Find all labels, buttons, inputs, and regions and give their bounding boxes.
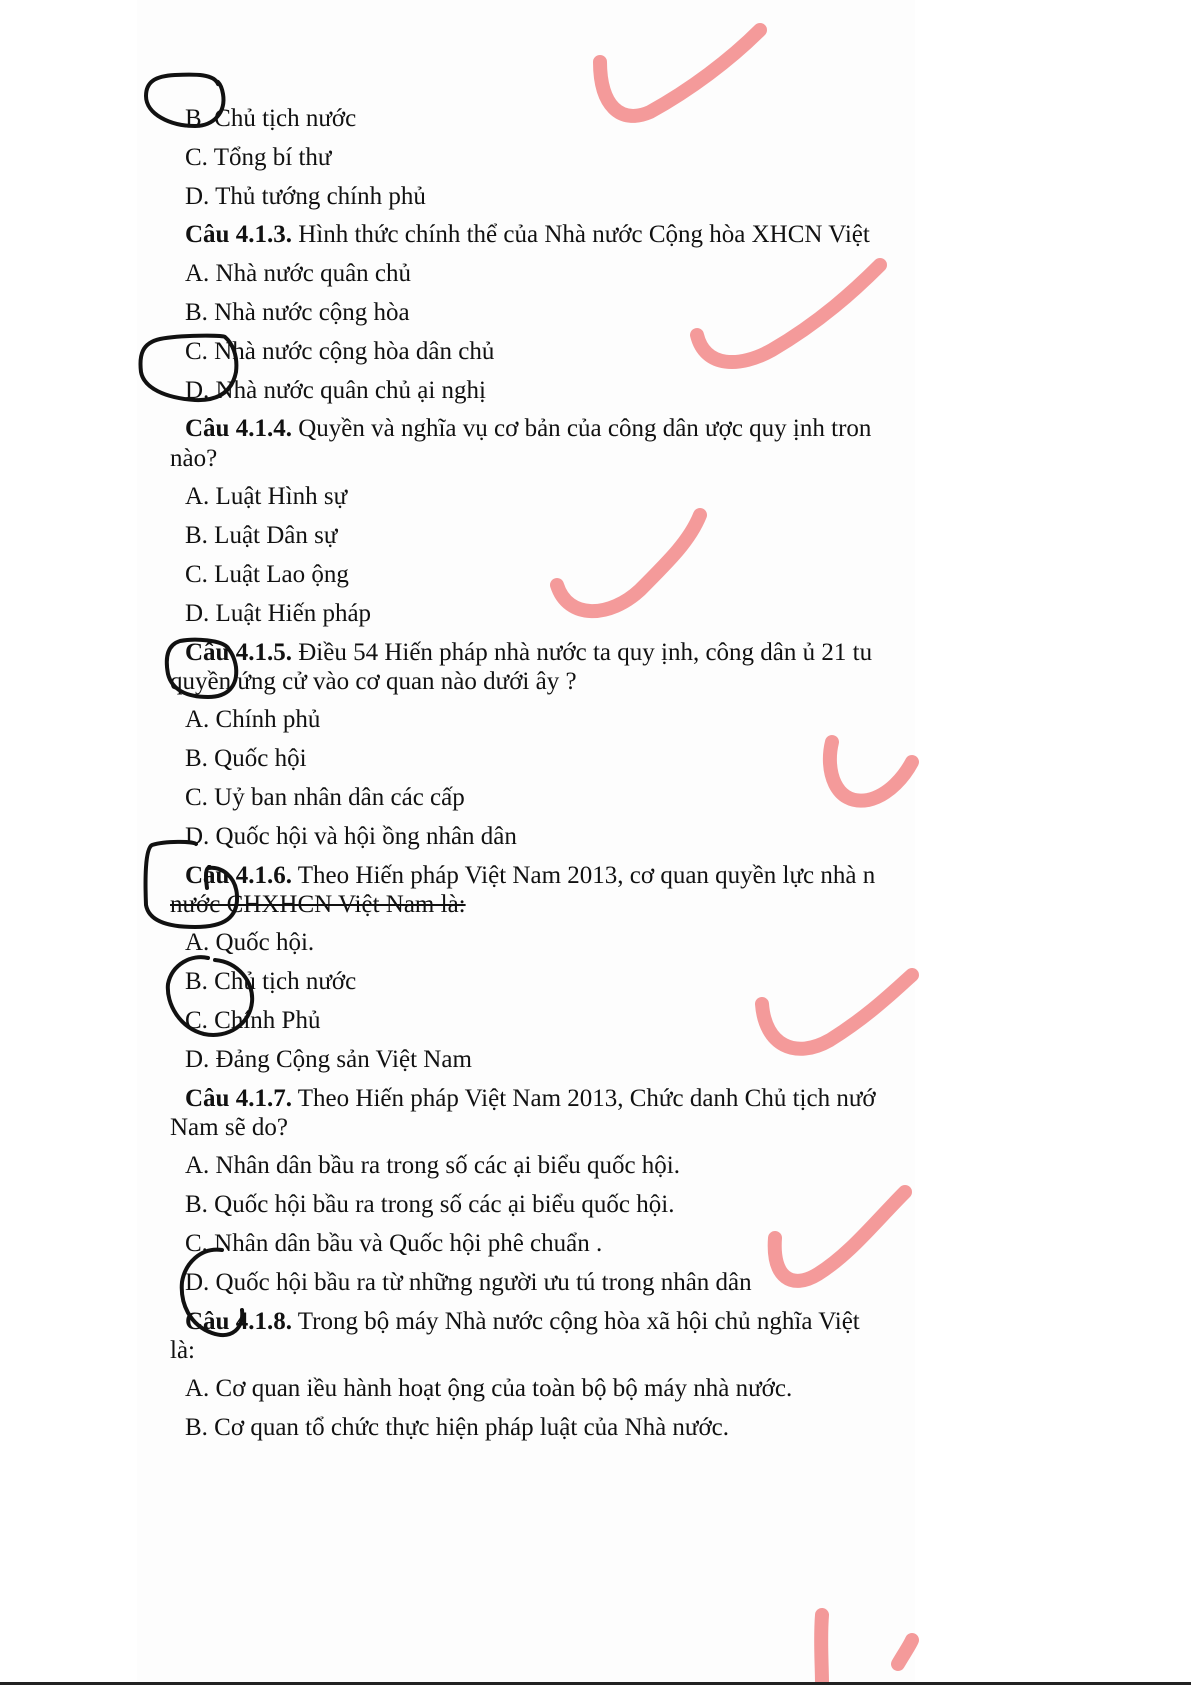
line: A. Nhân dân bầu ra trong số các ại biểu quốc hội.: [185, 1152, 680, 1179]
wrap-line: quyền ứng cử vào cơ quan nào dưới ây ?: [170, 668, 577, 695]
line: D. Quốc hội và hội ồng nhân dân: [185, 823, 517, 850]
line: A. Luật Hình sự: [185, 483, 348, 510]
line: C. Tổng bí thư: [185, 144, 332, 171]
line: B. Quốc hội bầu ra trong số các ại biểu quốc hội.: [185, 1191, 675, 1218]
line: C. Uỷ ban nhân dân các cấp: [185, 784, 465, 811]
wrap-line: là:: [170, 1337, 195, 1364]
line: C. Nhân dân bầu và Quốc hội phê chuẩn .: [185, 1230, 603, 1257]
wrap-line: Nam sẽ do?: [170, 1114, 289, 1141]
question-line: Câu 4.1.4. Quyền và nghĩa vụ cơ bản của công dân ược quy ịnh tron: [185, 415, 872, 442]
wrap-line: nước CHXHCN Việt Nam là:: [170, 891, 466, 918]
line: D. Đảng Cộng sản Việt Nam: [185, 1046, 472, 1073]
line: C. Nhà nước cộng hòa dân chủ: [185, 338, 495, 365]
line: A. Cơ quan iều hành hoạt ộng của toàn bộ bộ máy nhà nước.: [185, 1375, 793, 1402]
line: B. Chủ tịch nước: [185, 968, 357, 995]
line: D. Luật Hiến pháp: [185, 600, 372, 627]
line: C. Chính Phủ: [185, 1007, 321, 1034]
question-line: Câu 4.1.3. Hình thức chính thể của Nhà nước Cộng hòa XHCN Việt: [185, 221, 870, 248]
line: D. Nhà nước quân chủ ại nghị: [185, 377, 487, 404]
line: D. Thủ tướng chính phủ: [185, 183, 426, 210]
question-line: Câu 4.1.6. Theo Hiến pháp Việt Nam 2013, cơ quan quyền lực nhà n: [185, 862, 876, 889]
question-line: Câu 4.1.8. Trong bộ máy Nhà nước cộng hòa xã hội chủ nghĩa Việt: [185, 1308, 860, 1335]
line: B. Chủ tịch nước: [185, 105, 357, 132]
line: B. Nhà nước cộng hòa: [185, 299, 410, 326]
line: B. Cơ quan tổ chức thực hiện pháp luật của Nhà nước.: [185, 1414, 730, 1441]
line: B. Quốc hội: [185, 745, 307, 772]
line: D. Quốc hội bầu ra từ những người ưu tú trong nhân dân: [185, 1269, 752, 1296]
line: C. Luật Lao ộng: [185, 561, 349, 588]
line: A. Quốc hội.: [185, 929, 315, 956]
wrap-line: nào?: [170, 445, 218, 472]
line: A. Nhà nước quân chủ: [185, 260, 412, 287]
line: A. Chính phủ: [185, 706, 321, 733]
line: B. Luật Dân sự: [185, 522, 338, 549]
question-line: Câu 4.1.5. Điều 54 Hiến pháp nhà nước ta quy ịnh, công dân ủ 21 tu: [185, 639, 873, 666]
question-line: Câu 4.1.7. Theo Hiến pháp Việt Nam 2013, Chức danh Chủ tịch nướ: [185, 1085, 876, 1112]
